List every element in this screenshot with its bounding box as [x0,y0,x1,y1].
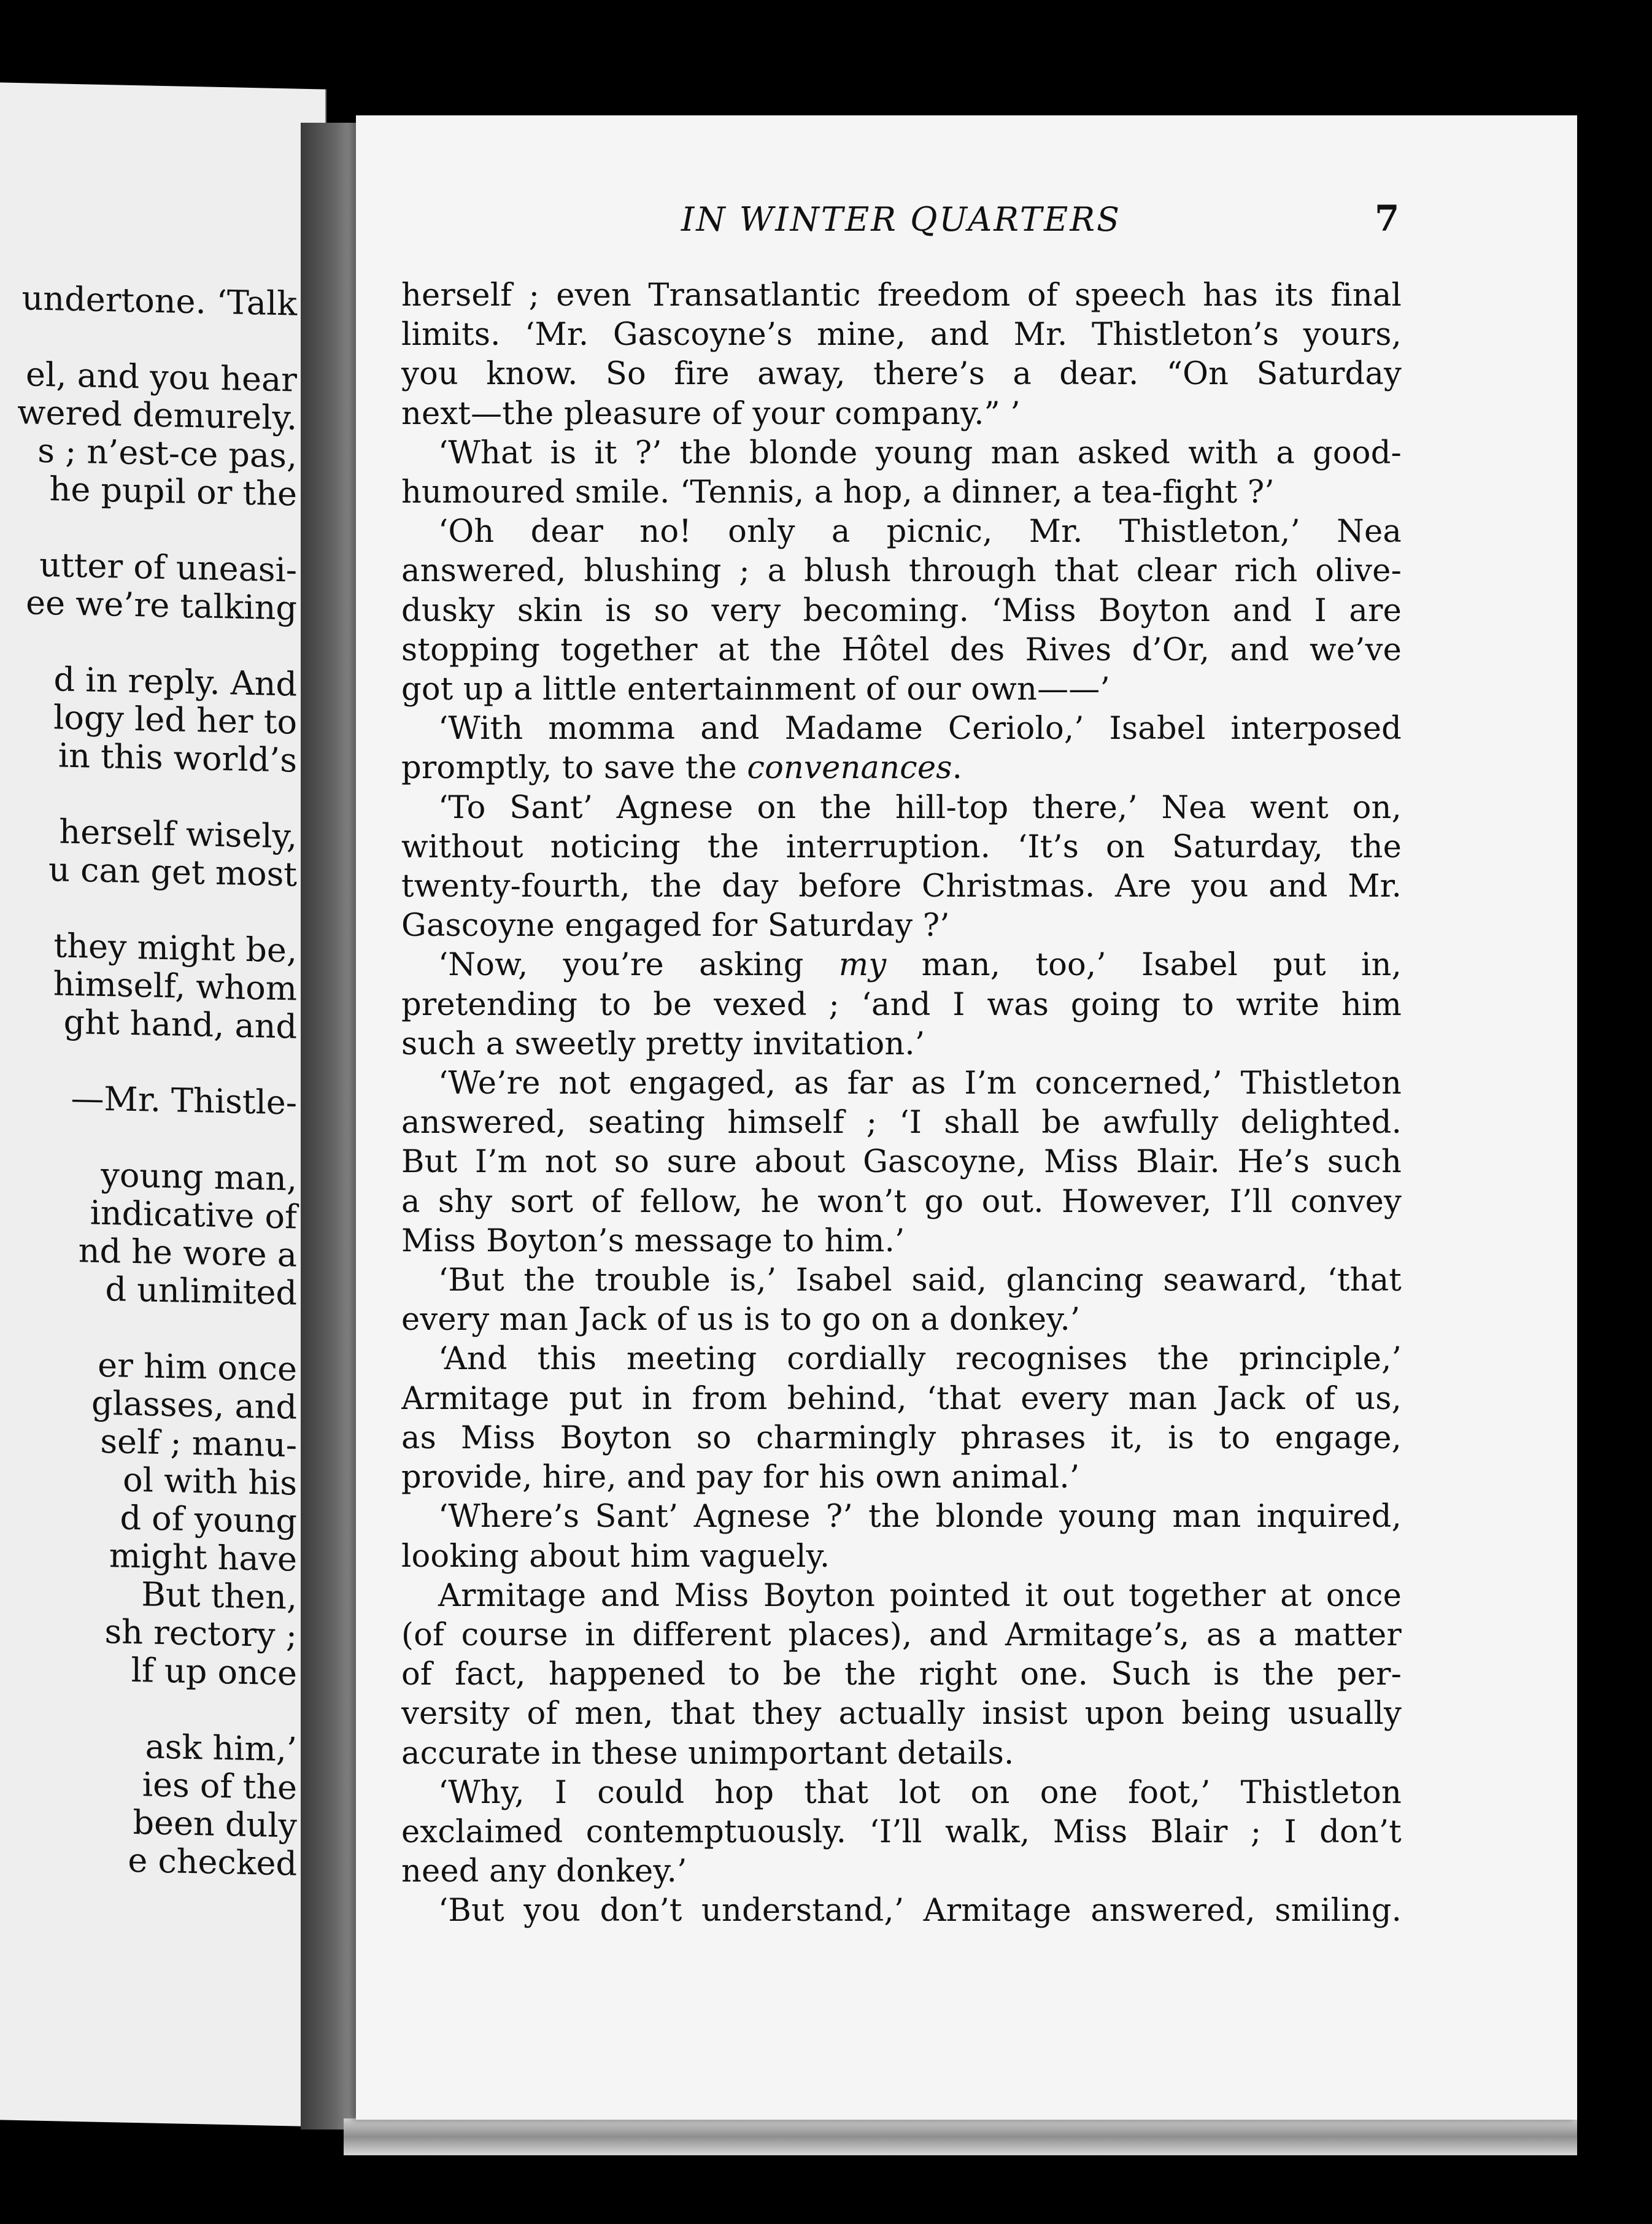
left-text-line: himself, whom [53,964,297,1008]
text-line: twenty-fourth, the day before Christmas. Are you and Mr. [401,868,1402,905]
text-line: Miss Boyton’s message to him.’ [401,1222,905,1259]
left-text-line: —Mr. Thistle- [71,1078,297,1122]
text-line: herself ; even Transatlantic freedom of speech has its final [401,277,1402,314]
left-text-line: herself wisely, [59,812,297,856]
text-line: a shy sort of fellow, he won’t go out. However, I’ll convey [401,1183,1402,1220]
text-line: ‘And this meeting cordially recognises the principle,’ [438,1341,1402,1378]
left-text-line: logy led her to [53,698,297,742]
left-text-line: they might be, [53,926,297,970]
left-text-line: But then, [141,1575,297,1617]
text-line: Armitage put in from behind, ‘that every man Jack of us, [401,1380,1402,1417]
text-line: accurate in these unimportant details. [401,1735,1014,1772]
text-line: without noticing the interruption. ‘It’s on Saturday, the [401,828,1402,865]
left-text-line: d in reply. And [53,660,297,704]
left-text-line: e checked [128,1840,297,1883]
text-line: ‘Oh dear no! only a picnic, Mr. Thistleton,’ Nea [438,514,1402,550]
left-text-line: he pupil or the [49,469,297,514]
left-text-line: undertone. ‘Talk [21,279,297,323]
text-line: Gascoyne engaged for Saturday ?’ [401,908,950,944]
text-line: got up a little entertainment of our own——’ [401,671,1110,708]
text-line: provide, hire, and pay for his own animal.’ [401,1459,1080,1496]
text-line: promptly, to save the convenances. [401,750,963,787]
text-line: pretending to be vexed ; ‘and I was going to write him [401,986,1402,1023]
left-text-line: d unlimited [105,1270,297,1313]
text-line: need any donkey.’ [401,1853,687,1890]
left-text-line: el, and you hear [26,355,297,400]
left-text-line: ask him,’ [145,1727,297,1769]
running-title: IN WINTER QUARTERS [681,200,1122,239]
left-page-text [0,277,297,1883]
left-text-line: ght hand, and [63,1002,297,1046]
left-text-line: wered demurely. [17,393,297,438]
text-line: Armitage and Miss Boyton pointed it out together at once [438,1577,1402,1614]
left-text-line: glasses, and [91,1383,297,1427]
text-line: versity of men, that they actually insist upon being usually [401,1696,1402,1732]
left-text-line: ol with his [123,1460,297,1503]
text-line: ‘Where’s Sant’ Agnese ?’ the blonde young man inquired, [438,1499,1402,1535]
left-text-line: er him once [98,1345,297,1389]
text-line: exclaimed contemptuously. ‘I’ll walk, Miss Blair ; I don’t [401,1813,1402,1850]
left-text-line: utter of uneasi- [39,545,297,590]
left-text-line: lf up once [131,1650,297,1693]
left-text-line: ies of the [142,1765,297,1807]
text-line: answered, seating himself ; ‘I shall be awfully delighted. [401,1105,1402,1141]
left-text-line: u can get most [48,850,297,894]
text-line: you know. So fire away, there’s a dear. “On Saturday [401,356,1402,393]
text-line: dusky skin is so very becoming. ‘Miss Boyton and I are [401,592,1402,629]
left-page-fragment [0,82,326,2126]
text-line: answered, blushing ; a blush through that clear rich olive- [401,553,1402,590]
text-line: (of course in different places), and Armitage’s, as a matter [401,1616,1402,1653]
left-text-line: s ; n’est-ce pas, [37,431,297,476]
text-line: stopping together at the Hôtel des Rives d’Or, and we’ve [401,631,1402,668]
text-line: of fact, happened to be the right one. Such is the per- [401,1656,1402,1693]
left-text-line: sh rectory ; [104,1612,297,1655]
left-text-line: young man, [101,1155,297,1199]
text-line: humoured smile. ‘Tennis, a hop, a dinner, a tea-fight ?’ [401,474,1275,511]
text-line: limits. ‘Mr. Gascoyne’s mine, and Mr. Thistleton’s yours, [401,317,1402,353]
left-text-line: nd he wore a [78,1231,297,1275]
text-line: as Miss Boyton so charmingly phrases it, is to engage, [401,1419,1402,1456]
text-line: ‘Now, you’re asking my man, too,’ Isabel put in, [438,947,1402,984]
text-line: ‘To Sant’ Agnese on the hill-top there,’ Nea went on, [438,789,1402,826]
text-line: ‘But the trouble is,’ Isabel said, glancing seaward, ‘that [438,1262,1402,1299]
left-text-line: in this world’s [58,736,297,780]
text-line: next—the pleasure of your company.” ’ [401,395,1021,432]
body-text [401,276,1402,1931]
left-text-line: self ; manu- [100,1421,297,1465]
left-text-line: ee we’re talking [26,583,297,628]
right-page [356,115,1577,2120]
text-line: such a sweetly pretty invitation.’ [401,1025,925,1062]
text-line: ‘But you don’t understand,’ Armitage answered, smiling. [438,1893,1402,1929]
text-line: looking about him vaguely. [401,1538,830,1575]
left-text-line: indicative of [90,1193,297,1237]
text-line: every man Jack of us is to go on a donkey.’ [401,1302,1081,1338]
left-text-line: might have [109,1536,297,1579]
text-line: ‘Why, I could hop that lot on one foot,’ Thistleton [438,1774,1402,1811]
page-number: 7 [1375,198,1400,239]
page-edge [344,2118,1577,2155]
left-text-line: d of young [120,1498,297,1541]
text-line: But I’m not so sure about Gascoyne, Miss Blair. He’s such [401,1144,1402,1181]
text-line: ‘What is it ?’ the blonde young man asked with a good- [438,434,1402,471]
left-text-line: been duly [133,1802,297,1845]
text-line: ‘With momma and Madame Ceriolo,’ Isabel interposed [438,711,1402,747]
running-head [356,200,1577,249]
text-line: ‘We’re not engaged, as far as I’m concerned,’ Thistleton [438,1065,1402,1102]
